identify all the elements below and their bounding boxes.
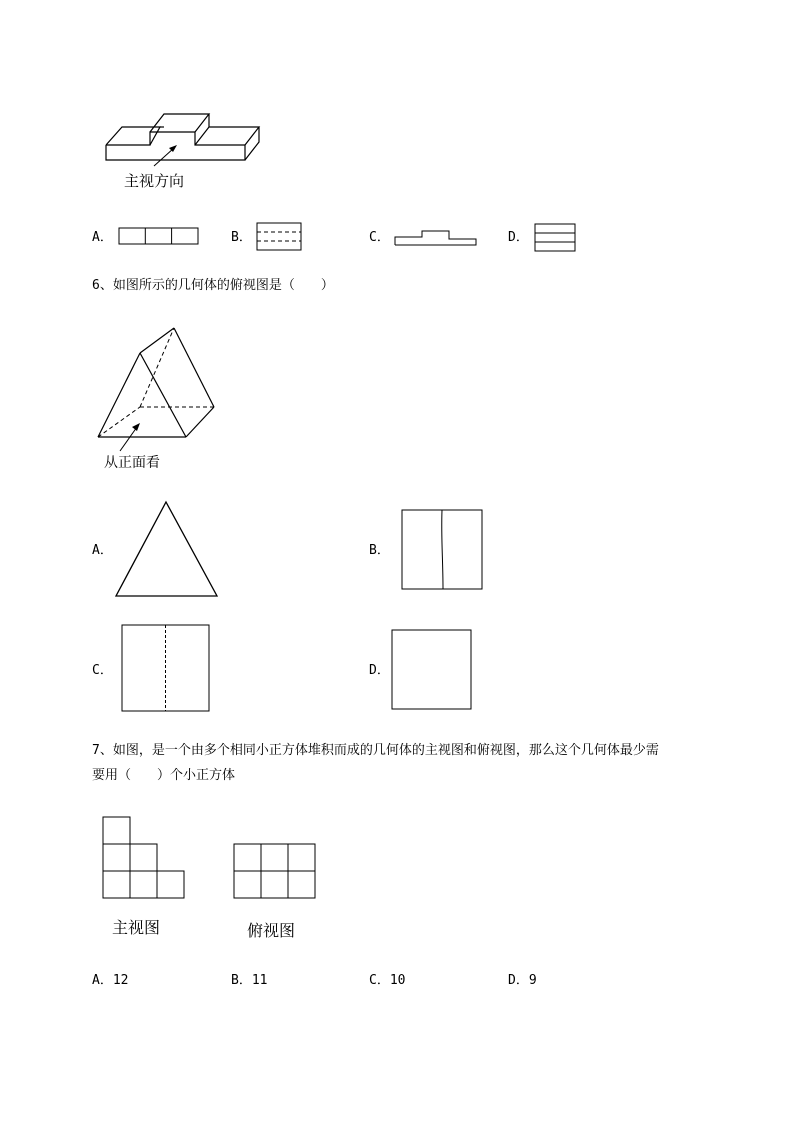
q7-front-view-caption: 主视图 — [112, 918, 161, 937]
q6-option-c-figure — [121, 624, 211, 714]
q7-option-d — [508, 973, 537, 989]
q7-option-d-label: D． — [508, 973, 529, 988]
q7-top-view — [233, 843, 319, 903]
q5-option-a-label: A． — [92, 230, 113, 245]
q6-option-b-figure — [401, 509, 485, 591]
q5-option-a-figure — [118, 227, 200, 247]
q7-front-view — [102, 816, 188, 902]
q5-figure-caption: 主视方向 — [124, 172, 185, 190]
q7-option-d-value: 9 — [528, 973, 537, 988]
q5-solid-figure — [100, 108, 270, 168]
q7-option-a-label: A． — [92, 973, 113, 988]
q7-option-b-value: 11 — [251, 973, 268, 988]
q6-option-b-label: B． — [369, 543, 390, 558]
q7-option-c — [369, 973, 405, 989]
q7-option-b — [231, 973, 267, 989]
q6-figure-caption: 从正面看 — [104, 455, 160, 471]
q6-option-c-label: C． — [92, 663, 113, 678]
q6-prism-figure — [96, 325, 226, 440]
q6-option-a-figure — [114, 500, 220, 598]
q5-option-c-figure — [394, 228, 478, 248]
q6-option-d-figure — [391, 629, 473, 711]
q5-option-b-label: B． — [231, 230, 252, 245]
q7-option-b-label: B． — [231, 973, 252, 988]
q6-stem: 6、如图所示的几何体的俯视图是（ ） — [92, 278, 334, 293]
q7-option-a-value: 12 — [112, 973, 129, 988]
q7-option-c-value: 10 — [389, 973, 406, 988]
q6-option-d-label: D． — [369, 663, 390, 678]
q7-stem-line2: 要用（ ）个小正方体 — [92, 768, 236, 783]
q7-top-view-caption: 俯视图 — [247, 921, 296, 940]
q7-option-a — [92, 973, 128, 989]
q7-option-c-label: C． — [369, 973, 390, 988]
q7-stem-line1: 7、如图，是一个由多个相同小正方体堆积而成的几何体的主视图和俯视图，那么这个几何体最少需 — [92, 743, 659, 758]
q5-option-b-figure — [256, 222, 302, 252]
q5-option-c-label: C． — [369, 230, 390, 245]
q6-option-a-label: A． — [92, 543, 113, 558]
q5-option-d-label: D． — [508, 230, 529, 245]
q5-option-d-figure — [534, 223, 578, 253]
